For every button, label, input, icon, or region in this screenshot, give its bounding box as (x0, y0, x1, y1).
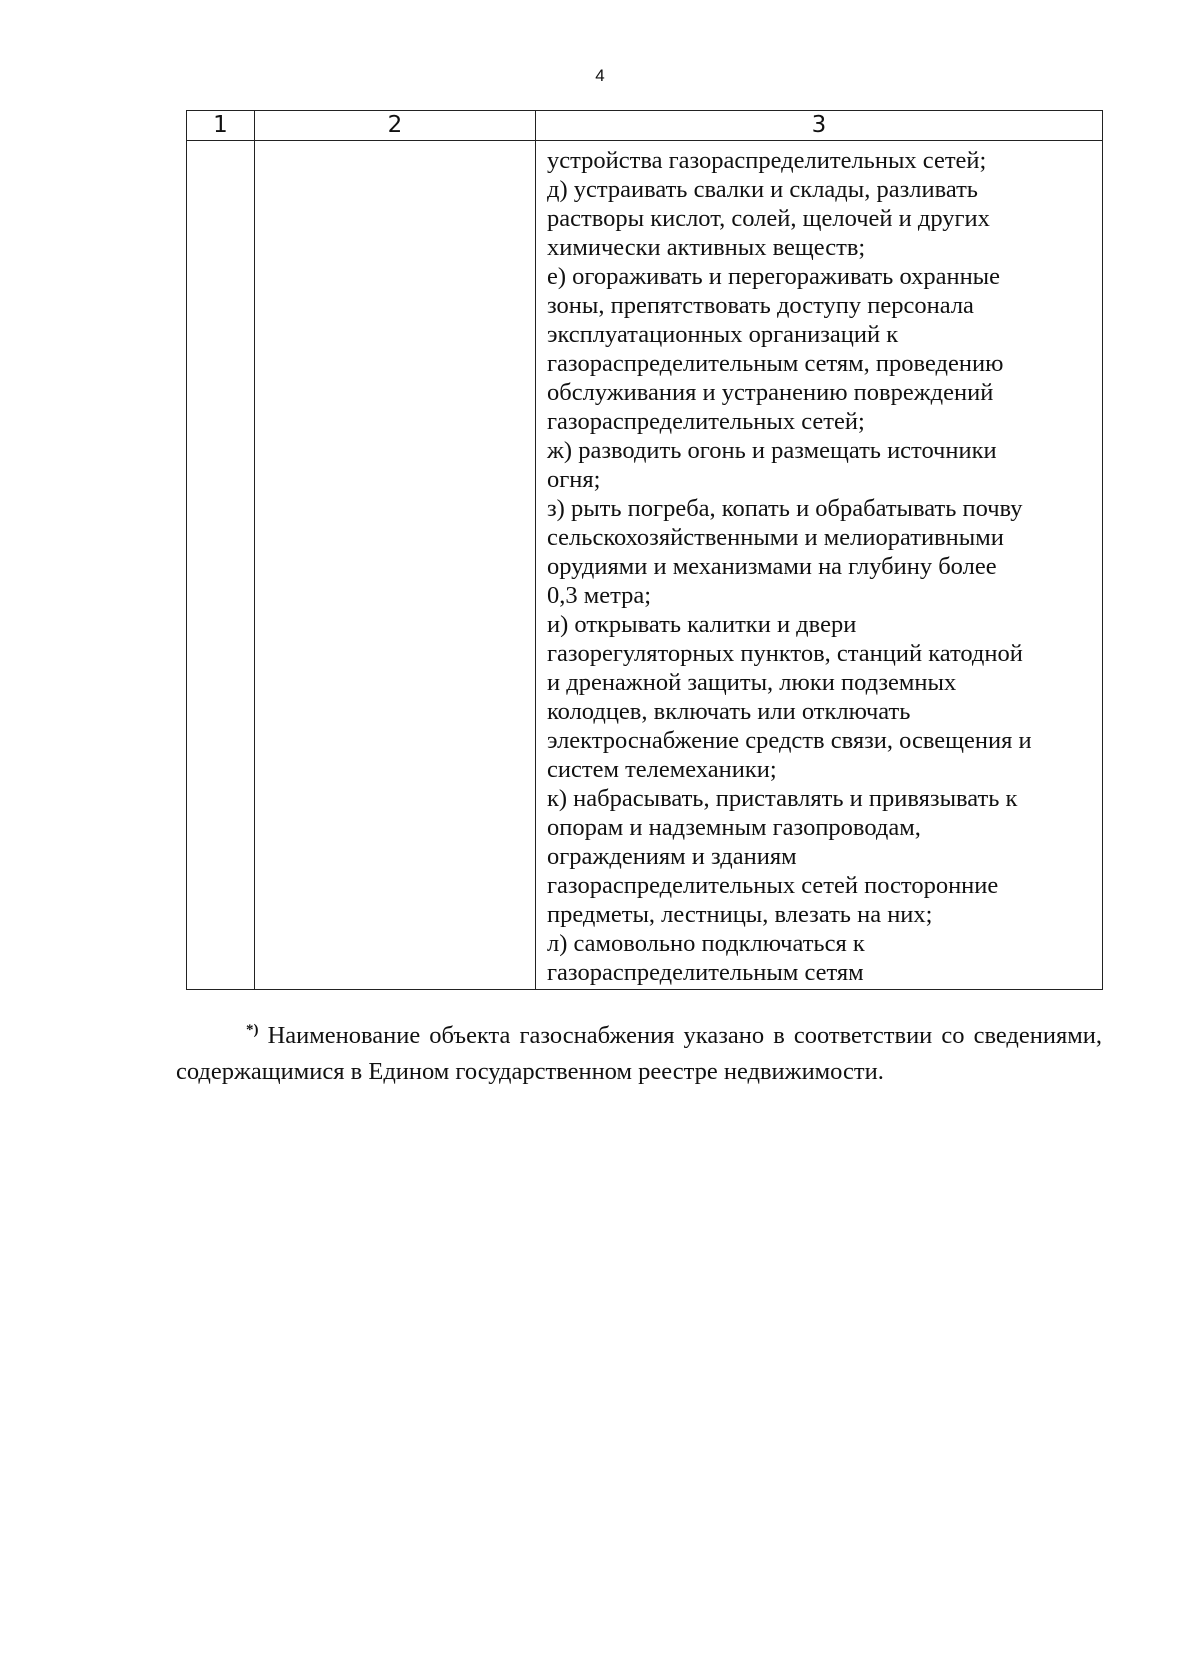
header-col-3: 3 (536, 111, 1103, 141)
restrictions-list (536, 141, 1102, 989)
table-cell-line: газораспределительным сетям (547, 959, 864, 986)
table-cell-line: 0,3 метра; (547, 582, 652, 609)
page-number: 4 (595, 66, 605, 85)
table-cell-line: газораспределительных сетей; (547, 408, 865, 435)
table-cell-line: устройства газораспределительных сетей; (547, 147, 987, 174)
table-cell-line: зоны, препятствовать доступу персонала (547, 292, 974, 319)
restrictions-table (186, 110, 1103, 990)
footnote-marker: *) (246, 1021, 259, 1038)
table-cell-line: к) набрасывать, приставлять и привязывать к (547, 785, 1018, 812)
table-cell-line: ж) разводить огонь и размещать источники (547, 437, 997, 464)
table-header-row (187, 111, 1103, 141)
table-cell-line: систем телемеханики; (547, 756, 777, 783)
table-cell-line: растворы кислот, солей, щелочей и других (547, 205, 990, 232)
table-cell-line: химически активных веществ; (547, 234, 866, 261)
table-cell-line: сельскохозяйственными и мелиоративными (547, 524, 1004, 551)
cell-col-2 (255, 141, 536, 990)
table-cell-line: ограждениям и зданиям (547, 843, 797, 870)
table-row (187, 141, 1103, 990)
table-cell-line: огня; (547, 466, 601, 493)
table-cell-line: з) рыть погреба, копать и обрабатывать почву (547, 495, 1023, 522)
table-cell-line: газорегуляторных пунктов, станций катодной (547, 640, 1023, 667)
table-cell-line: орудиями и механизмами на глубину более (547, 553, 997, 580)
table-cell-line: и дренажной защиты, люки подземных (547, 669, 957, 696)
footnote (176, 1018, 1102, 1090)
table-cell-line: электроснабжение средств связи, освещения и (547, 727, 1032, 754)
table-cell-line: опорам и надземным газопроводам, (547, 814, 921, 841)
table-cell-line: л) самовольно подключаться к (547, 930, 865, 957)
header-col-1: 1 (187, 111, 255, 141)
table-cell-line: обслуживания и устранению повреждений (547, 379, 994, 406)
table-cell-line: и) открывать калитки и двери (547, 611, 857, 638)
table-cell-line: колодцев, включать или отключать (547, 698, 911, 725)
table-cell-line: газораспределительным сетям, проведению (547, 350, 1004, 377)
table-cell-line: е) огораживать и перегораживать охранные (547, 263, 1001, 290)
table-cell-line: д) устраивать свалки и склады, разливать (547, 176, 978, 203)
footnote-text: Наименование объекта газоснабжения указано в соответствии со сведениями, содержащимися в Едином государственном реестре недвижимости. (176, 1022, 1102, 1085)
table-cell-line: эксплуатационных организаций к (547, 321, 899, 348)
table-cell-line: газораспределительных сетей посторонние (547, 872, 999, 899)
header-col-2: 2 (255, 111, 536, 141)
table-cell-line: предметы, лестницы, влезать на них; (547, 901, 933, 928)
cell-col-1 (187, 141, 255, 990)
cell-col-3 (536, 141, 1103, 990)
